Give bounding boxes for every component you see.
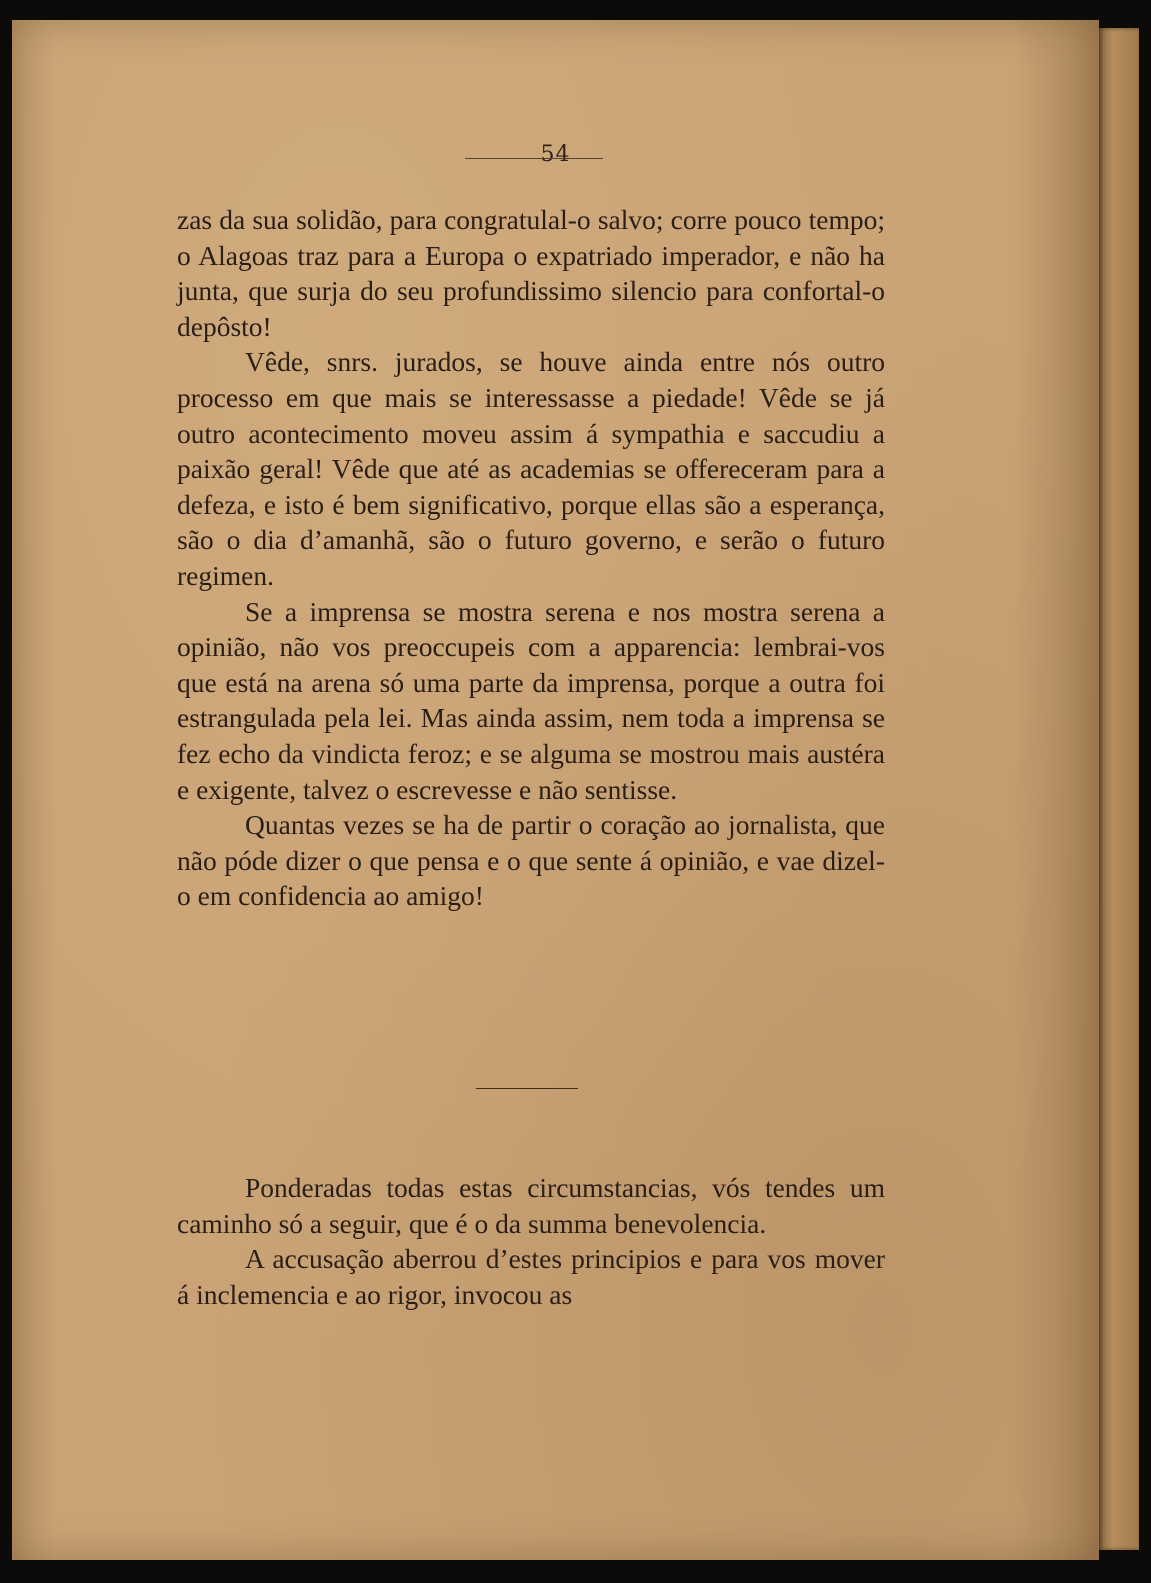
paragraph-1: zas da sua solidão, para congratulal-o salvo; corre pouco tempo; o Alagoas traz para a Europa o expatriado imperador, e não ha junta, que surja do seu profundissimo silencio para confortal-o depôsto! <box>177 204 885 342</box>
text-section-2 <box>177 1170 885 1312</box>
header-rule <box>465 158 603 159</box>
paragraph-4: Quantas vezes se ha de partir o coração ao jornalista, que não póde dizer o que pensa e o que sente á opinião, e vae dizel-o em confidencia ao amigo! <box>177 809 885 912</box>
paragraph-3: Se a imprensa se mostra serena e nos mostra serena a opinião, não vos preoccupeis com a apparencia: lembrai-vos que está na arena só uma parte da imprensa, porque a outra foi estrangulada pela lei. Mas ainda assim, nem toda a imprensa se fez echo da vindicta feroz; e se alguma se mostrou mais austéra e exigente, talvez o escrevesse e não sentisse. <box>177 595 885 805</box>
section-divider <box>476 1088 578 1089</box>
text-section-1 <box>177 202 885 914</box>
page-number: 54 <box>540 142 571 167</box>
book-page <box>12 20 1099 1560</box>
paragraph-6: A accusação aberrou d’estes principios e para vos mover á inclemencia e ao rigor, invocou as <box>177 1243 885 1310</box>
paragraph-5: Ponderadas todas estas circumstancias, vós tendes um caminho só a seguir, que é o da summa benevolencia. <box>177 1172 885 1239</box>
paragraph-2: Vêde, snrs. jurados, se houve ainda entre nós outro processo em que mais se interessasse a piedade! Vêde se já outro acontecimento moveu assim á sympathia e saccudiu a paixão geral! Vêde que até as academias se offereceram para a defeza, e isto é bem significativo, porque ellas são a esperança, são o dia d’amanhã, são o futuro governo, e serão o futuro regimen. <box>177 346 885 591</box>
next-page-edge <box>1099 28 1139 1550</box>
